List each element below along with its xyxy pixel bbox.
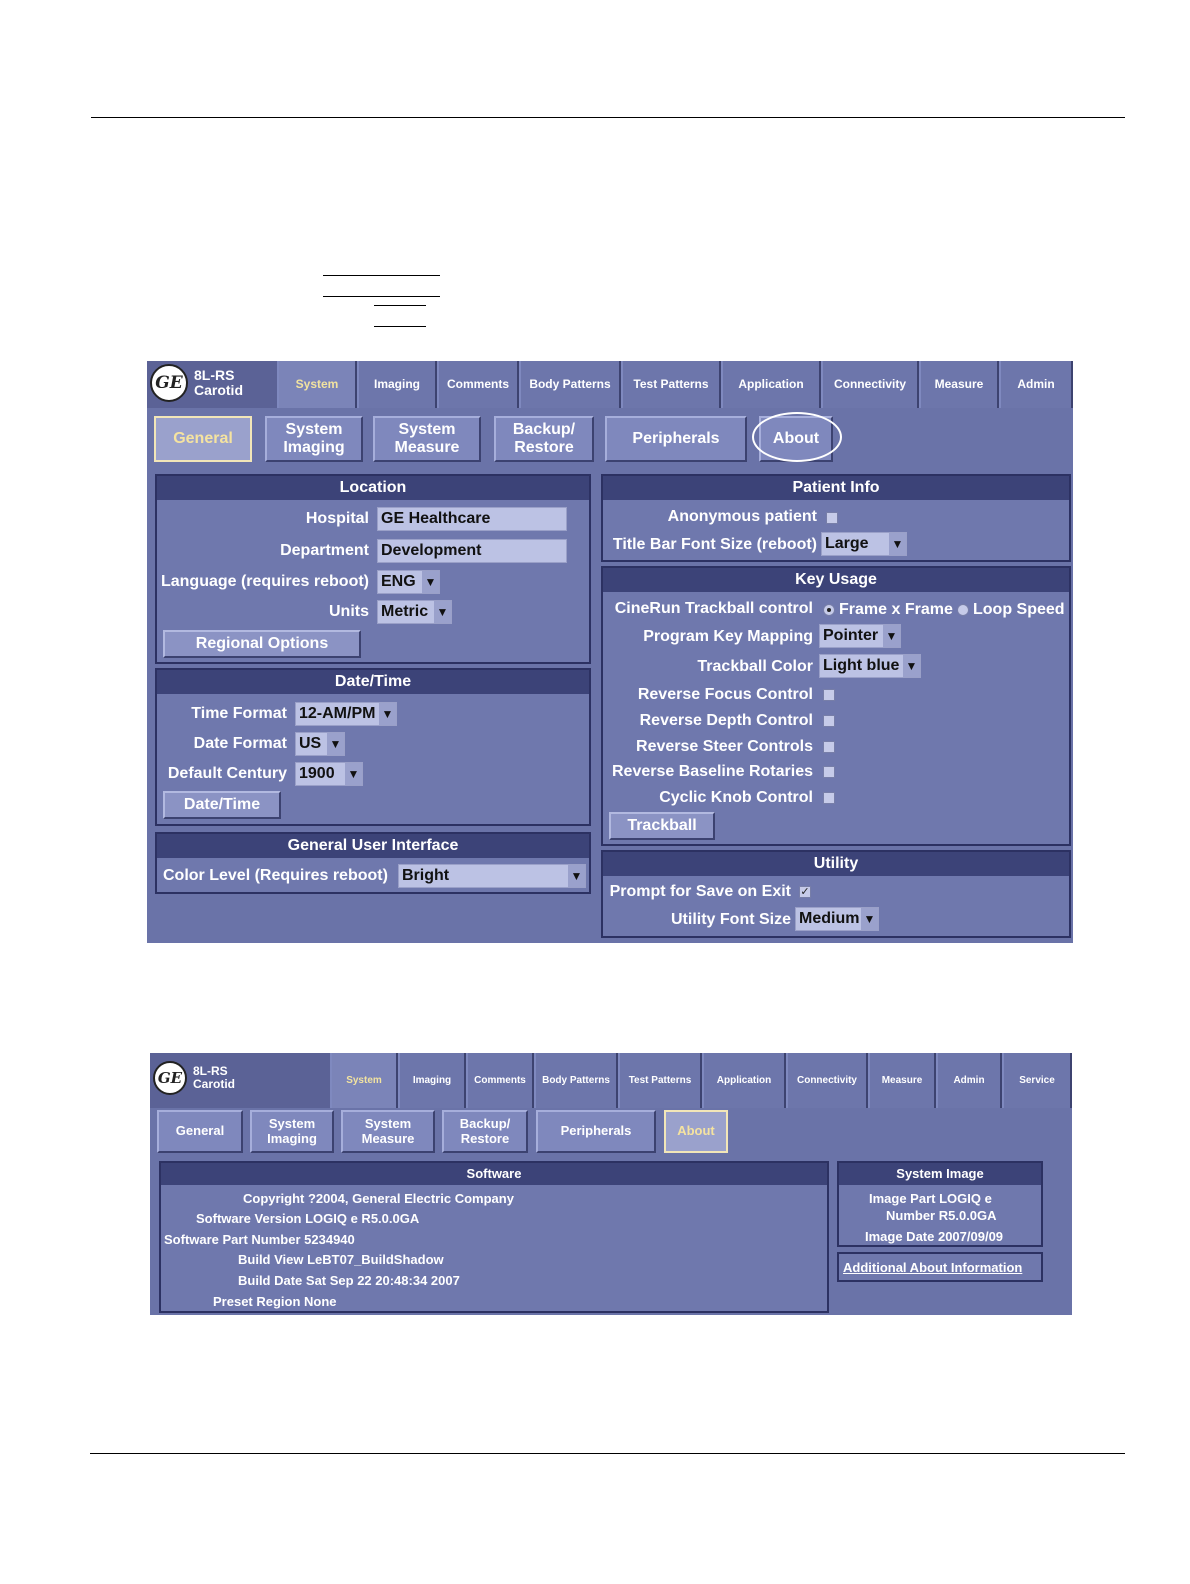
subtab-general[interactable]: General (154, 416, 252, 462)
chevron-down-icon[interactable]: ▼ (903, 655, 920, 677)
subtab-system-imaging[interactable]: System Imaging (250, 1110, 334, 1153)
utility-font-value: Medium (799, 910, 860, 927)
century-select[interactable] (295, 762, 363, 786)
additional-info-panel (837, 1252, 1043, 1282)
loop-speed-label: Loop Speed (973, 601, 1065, 618)
tab-service[interactable]: Service (1002, 1053, 1072, 1108)
time-format-value: 12-AM/PM (299, 705, 376, 722)
chevron-down-icon[interactable]: ▼ (434, 601, 451, 623)
location-title: Location (157, 476, 589, 500)
subtab-system-measure[interactable]: System Measure (341, 1110, 435, 1153)
tab-body-patterns[interactable]: Body Patterns (534, 1053, 618, 1108)
preset-region-text: Preset Region None (213, 1294, 337, 1309)
tab-measure[interactable]: Measure (919, 361, 999, 408)
subtab-about[interactable]: About (664, 1110, 728, 1153)
probe-name: 8L-RS (194, 367, 235, 384)
tab-connectivity[interactable]: Connectivity (786, 1053, 868, 1108)
hospital-field[interactable]: GE Healthcare (377, 507, 567, 531)
build-view-text: Build View LeBT07_BuildShadow (238, 1252, 444, 1267)
cyclic-knob-label: Cyclic Knob Control (659, 789, 813, 806)
cyclic-knob-checkbox[interactable] (823, 792, 835, 804)
tab-measure[interactable]: Measure (868, 1053, 936, 1108)
tab-connectivity[interactable]: Connectivity (821, 361, 919, 408)
date-format-value: US (299, 735, 322, 752)
prompt-save-checkbox[interactable]: ✓ (800, 886, 810, 898)
tab-application[interactable]: Application (702, 1053, 786, 1108)
frame-by-frame-label: Frame x Frame (839, 601, 953, 618)
trackball-color-select[interactable] (819, 654, 921, 678)
patient-info-panel (601, 474, 1071, 562)
software-part-number-text: Software Part Number 5234940 (164, 1232, 355, 1247)
century-label: Default Century (167, 765, 287, 782)
trackball-button[interactable]: Trackball (609, 812, 715, 840)
top-tab-bar (150, 1053, 1072, 1108)
tab-imaging[interactable]: Imaging (357, 361, 437, 408)
gui-title: General User Interface (157, 834, 589, 858)
units-label: Units (329, 603, 369, 620)
ge-logo (153, 1061, 235, 1095)
time-format-label: Time Format (191, 705, 287, 722)
color-level-value: Bright (402, 867, 450, 884)
reverse-focus-checkbox[interactable] (823, 689, 835, 701)
copyright-text: Copyright ?2004, General Electric Company (243, 1191, 514, 1206)
chevron-down-icon[interactable]: ▼ (345, 763, 362, 785)
gui-panel (155, 832, 591, 894)
key-usage-title: Key Usage (603, 568, 1069, 592)
program-key-label: Program Key Mapping (643, 628, 813, 645)
reverse-steer-label: Reverse Steer Controls (636, 738, 813, 755)
build-date-text: Build Date Sat Sep 22 20:48:34 2007 (238, 1273, 460, 1288)
regional-options-button[interactable]: Regional Options (163, 630, 361, 658)
utility-font-select[interactable] (795, 907, 879, 931)
underline-4 (374, 326, 426, 327)
anonymous-checkbox[interactable] (826, 512, 838, 524)
reverse-depth-label: Reverse Depth Control (639, 712, 813, 729)
software-version-text: Software Version LOGIQ e R5.0.0GA (196, 1211, 420, 1226)
title-font-value: Large (825, 535, 869, 552)
reverse-depth-checkbox[interactable] (823, 715, 835, 727)
tab-system[interactable]: System (330, 1053, 398, 1108)
utility-panel (601, 850, 1071, 938)
trackball-color-value: Light blue (823, 657, 900, 674)
chevron-down-icon[interactable]: ▼ (861, 908, 878, 930)
anonymous-label: Anonymous patient (667, 508, 817, 525)
subtab-backup-restore[interactable]: Backup/ Restore (494, 416, 594, 462)
subtab-peripherals[interactable]: Peripherals (536, 1110, 656, 1153)
reverse-baseline-label: Reverse Baseline Rotaries (612, 763, 813, 780)
century-value: 1900 (299, 765, 335, 782)
tab-test-patterns[interactable]: Test Patterns (621, 361, 721, 408)
loop-speed-radio[interactable] (957, 604, 969, 616)
tab-admin[interactable]: Admin (936, 1053, 1002, 1108)
subtab-system-imaging[interactable]: System Imaging (265, 416, 363, 462)
utility-about-screen (150, 1053, 1072, 1315)
utility-title: Utility (603, 852, 1069, 876)
patient-info-title: Patient Info (603, 476, 1069, 500)
datetime-title: Date/Time (157, 670, 589, 694)
hospital-label: Hospital (305, 510, 369, 527)
tab-comments[interactable]: Comments (437, 361, 519, 408)
utility-font-label: Utility Font Size (671, 911, 791, 928)
utility-general-screen (147, 361, 1073, 943)
color-level-select[interactable] (398, 864, 586, 888)
underline-2 (323, 296, 440, 297)
date-format-label: Date Format (193, 735, 287, 752)
datetime-button[interactable]: Date/Time (163, 791, 281, 819)
about-highlight-circle (752, 412, 842, 462)
probe-preset: Carotid (193, 1077, 235, 1091)
program-key-value: Pointer (823, 627, 879, 644)
department-field[interactable]: Development (377, 539, 567, 563)
units-value: Metric (381, 603, 429, 620)
frame-by-frame-radio[interactable] (823, 604, 835, 616)
title-font-label: Title Bar Font Size (reboot) (612, 536, 817, 553)
location-panel (155, 474, 591, 664)
color-level-label: Color Level (Requires reboot) (163, 867, 388, 884)
trackball-color-label: Trackball Color (697, 658, 813, 675)
ge-logo-icon: GE (153, 1061, 187, 1095)
image-part-line1: Image Part LOGIQ e (869, 1191, 992, 1206)
ge-logo (150, 364, 243, 402)
probe-name: 8L-RS (193, 1064, 228, 1079)
tab-body-patterns[interactable]: Body Patterns (519, 361, 621, 408)
additional-about-link[interactable]: Additional About Information (843, 1260, 1023, 1275)
reverse-focus-label: Reverse Focus Control (637, 686, 813, 703)
cinerun-label: CineRun Trackball control (614, 600, 813, 617)
program-key-select[interactable] (819, 624, 901, 648)
chevron-down-icon[interactable]: ▼ (883, 625, 900, 647)
tab-imaging[interactable]: Imaging (398, 1053, 466, 1108)
subtab-general[interactable]: General (157, 1110, 243, 1153)
image-date-text: Image Date 2007/09/09 (865, 1229, 1004, 1244)
software-panel (159, 1161, 829, 1313)
underline-3 (374, 305, 426, 306)
chevron-down-icon[interactable]: ▼ (422, 571, 439, 593)
footer-rule (90, 1453, 1125, 1454)
datetime-panel (155, 668, 591, 826)
underline-1 (323, 275, 440, 276)
reverse-baseline-checkbox[interactable] (823, 766, 835, 778)
ge-logo-icon: GE (150, 364, 188, 402)
tab-application[interactable]: Application (721, 361, 821, 408)
chevron-down-icon[interactable]: ▼ (568, 865, 585, 887)
key-usage-panel (601, 566, 1071, 846)
image-part-line2: Number R5.0.0GA (886, 1208, 997, 1223)
software-title: Software (161, 1163, 827, 1185)
chevron-down-icon[interactable]: ▼ (889, 533, 906, 555)
subtab-system-measure[interactable]: System Measure (373, 416, 481, 462)
chevron-down-icon[interactable]: ▼ (327, 733, 344, 755)
time-format-select[interactable] (295, 702, 397, 726)
subtab-backup-restore[interactable]: Backup/ Restore (442, 1110, 528, 1153)
units-select[interactable] (377, 600, 452, 624)
tab-test-patterns[interactable]: Test Patterns (618, 1053, 702, 1108)
system-image-title: System Image (839, 1163, 1041, 1185)
reverse-steer-checkbox[interactable] (823, 741, 835, 753)
department-label: Department (280, 542, 369, 559)
title-font-select[interactable] (821, 532, 907, 556)
language-label: Language (requires reboot) (160, 573, 369, 590)
system-image-panel (837, 1161, 1043, 1247)
language-select[interactable] (377, 570, 440, 594)
tab-admin[interactable]: Admin (999, 361, 1073, 408)
tab-comments[interactable]: Comments (466, 1053, 534, 1108)
probe-preset: Carotid (194, 382, 243, 398)
subtab-about[interactable]: About (759, 416, 833, 462)
date-format-select[interactable] (295, 732, 345, 756)
chevron-down-icon[interactable]: ▼ (379, 703, 396, 725)
header-rule (91, 117, 1125, 118)
top-tab-bar (147, 361, 1073, 408)
subtab-peripherals[interactable]: Peripherals (605, 416, 747, 462)
prompt-save-label: Prompt for Save on Exit (609, 883, 791, 900)
language-value: ENG (381, 573, 416, 590)
tab-system[interactable]: System (277, 361, 357, 408)
